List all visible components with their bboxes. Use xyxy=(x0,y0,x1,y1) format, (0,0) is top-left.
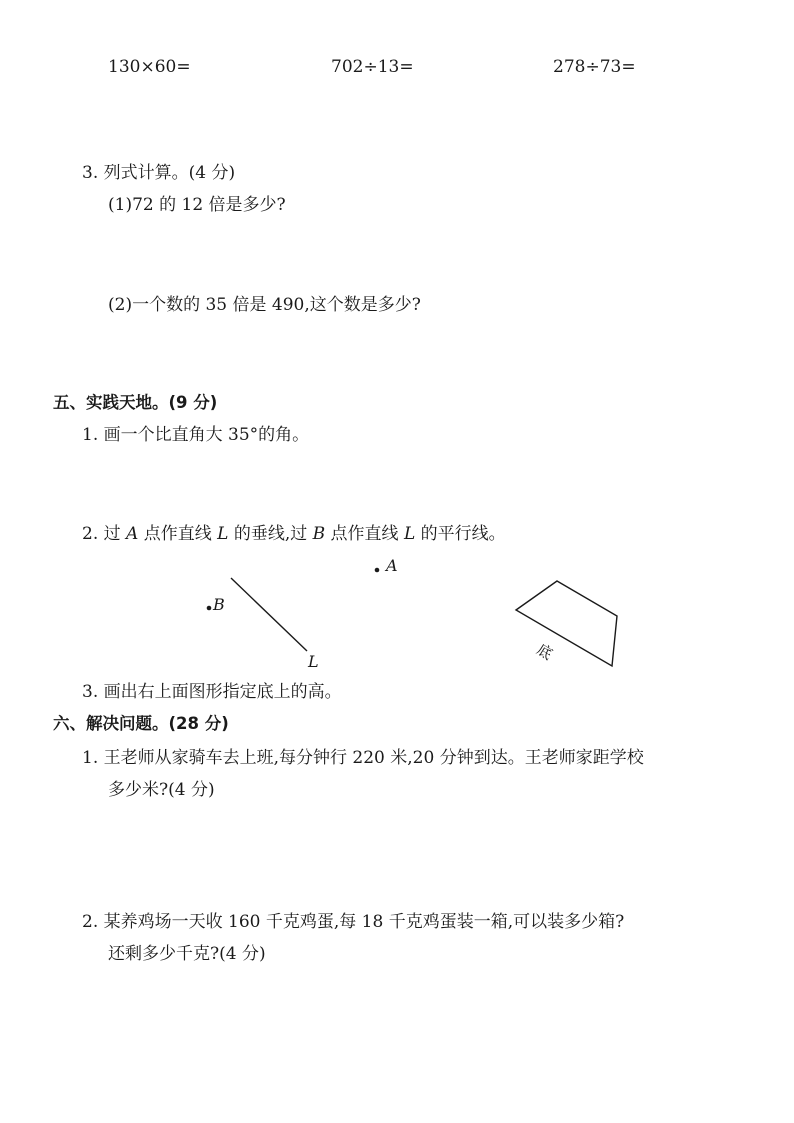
line-l-ref: L xyxy=(217,524,229,544)
section5-q2: 2. 过 A 点作直线 L 的垂线,过 B 点作直线 L 的平行线。 xyxy=(82,524,506,544)
section6-q1-line1: 1. 王老师从家骑车去上班,每分钟行 220 米,20 分钟到达。王老师家距学校 xyxy=(82,748,644,768)
label-base: 底 xyxy=(533,640,556,664)
section6-q1-line2: 多少米?(4 分) xyxy=(108,780,215,800)
q3-part-2: (2)一个数的 35 倍是 490,这个数是多少? xyxy=(108,295,421,315)
section6-q2-line2: 还剩多少千克?(4 分) xyxy=(108,944,266,964)
point-a-ref: A xyxy=(126,524,139,544)
line-l xyxy=(231,578,307,651)
section5-q3: 3. 画出右上面图形指定底上的高。 xyxy=(82,682,342,702)
section6-heading: 六、解决问题。(28 分) xyxy=(53,714,229,733)
q3-part-1: (1)72 的 12 倍是多少? xyxy=(108,195,286,215)
calc-item-1: 130×60= xyxy=(108,57,191,77)
calc-item-3: 278÷73= xyxy=(553,57,636,77)
section6-q2-line1: 2. 某养鸡场一天收 160 千克鸡蛋,每 18 千克鸡蛋装一箱,可以装多少箱? xyxy=(82,912,625,932)
label-a: A xyxy=(386,556,398,575)
point-b xyxy=(207,606,212,611)
q3-title: 3. 列式计算。(4 分) xyxy=(82,163,236,183)
label-l: L xyxy=(308,652,319,671)
label-b: B xyxy=(213,595,225,614)
calc-item-2: 702÷13= xyxy=(331,57,414,77)
trapezoid xyxy=(516,581,617,666)
line-l-ref-2: L xyxy=(403,524,416,544)
point-a xyxy=(375,568,380,573)
section5-q1: 1. 画一个比直角大 35°的角。 xyxy=(82,425,310,445)
point-b-ref: B xyxy=(312,524,326,544)
section5-heading: 五、实践天地。(9 分) xyxy=(53,393,218,412)
